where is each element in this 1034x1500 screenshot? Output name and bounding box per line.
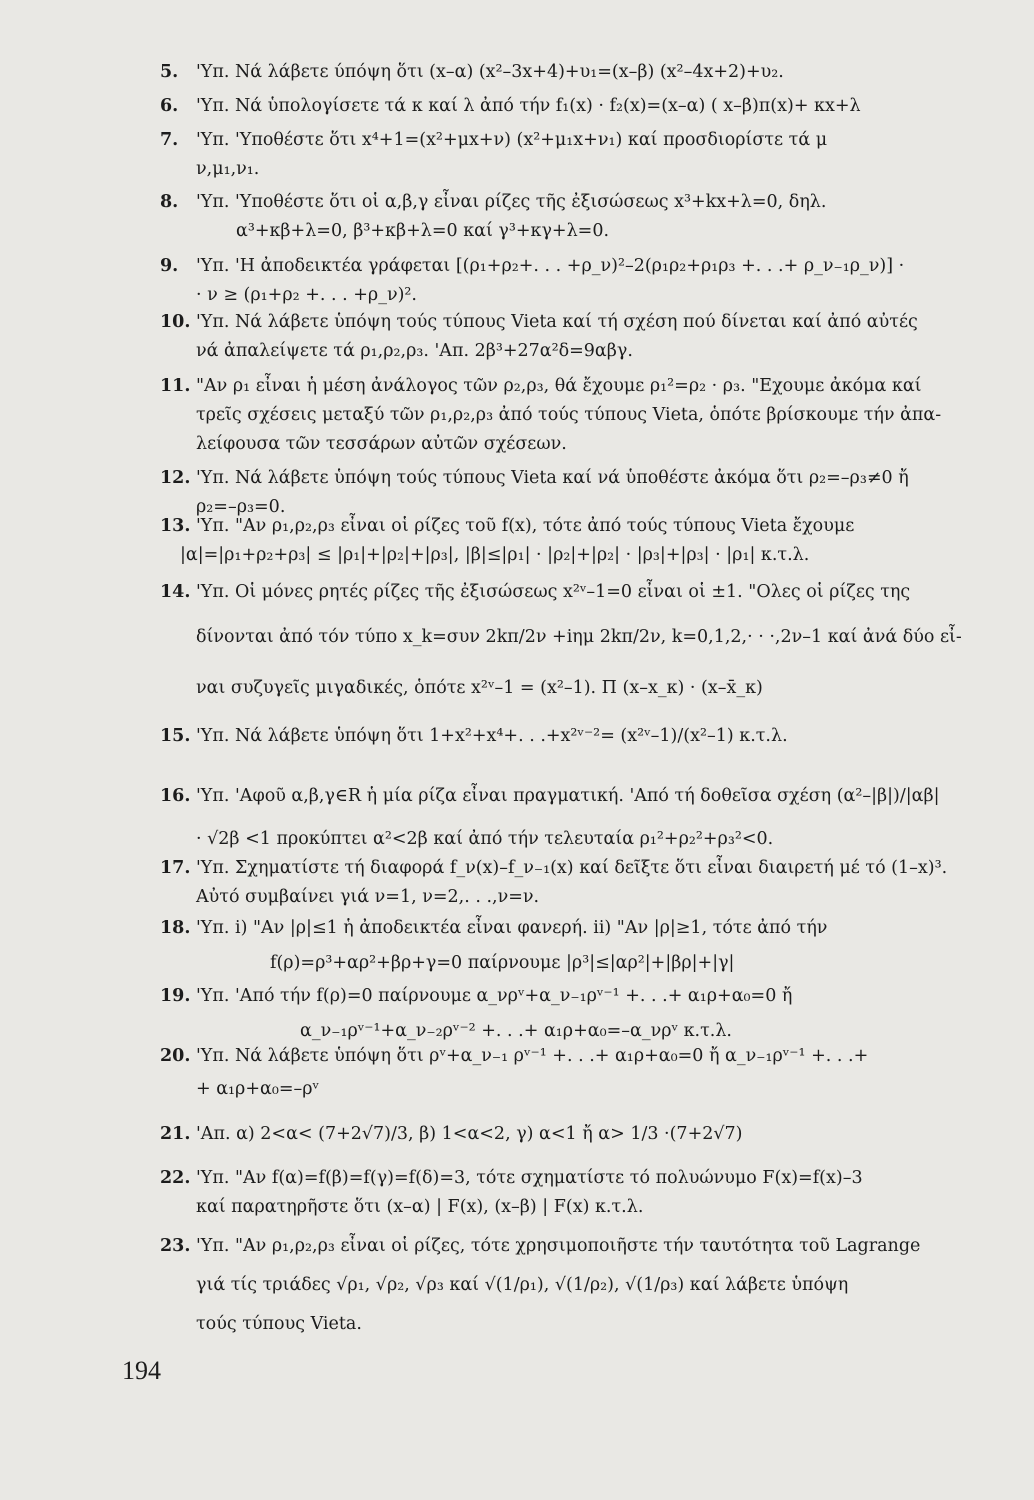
entry-number: 17. [160,858,191,878]
entry-22 [160,1164,960,1222]
entry-number: 23. [160,1236,191,1256]
entry-23 [160,1232,960,1339]
entry-number: 20. [160,1046,191,1066]
entry-14 [160,578,960,703]
entry-line: δίνονται ἀπό τόν τύπο x_k=συν 2kπ/2ν +iημ 2kπ/2ν, k=0,1,2,· · ·,2ν–1 καί ἀνά δύο εἶ- [196,627,962,647]
entry-line: τούς τύπους Vieta. [196,1314,362,1334]
entry-line: ρ₂=–ρ₃=0. [196,497,286,517]
entry-line: "Αν ρ₁ εἶναι ἡ μέση ἀνάλογος τῶν ρ₂,ρ₃, θά ἔχουμε ρ₁²=ρ₂ · ρ₃. "Εχουμε ἀκόμα καί [196,376,922,396]
entry-number: 15. [160,726,191,746]
entry-line: Αὐτό συμβαίνει γιά ν=1, ν=2,. . .,ν=ν. [196,887,540,907]
entry-line: 'Υπ. i) "Αν |ρ|≤1 ἡ ἀποδεικτέα εἶναι φανερή. ii) "Αν |ρ|≥1, τότε ἀπό τήν [196,918,828,938]
entry-number: 7. [160,130,179,150]
entry-line: 'Υπ. 'Από τήν f(ρ)=0 παίρνουμε α_νρᵛ+α_ν₋₁ρᵛ⁻¹ +. . .+ α₁ρ+α₀=0 ἤ [196,986,793,1006]
entry-line: 'Υπ. "Αν ρ₁,ρ₂,ρ₃ εἶναι οἱ ρίζες, τότε χρησιμοποιῆστε τήν ταυτότητα τοῦ Lagrange [196,1236,921,1256]
entry-line: 'Υπ. Νά λάβετε ὑπόψη τούς τύπους Vieta καί νά ὑποθέστε ἀκόμα ὅτι ρ₂=–ρ₃≠0 ἤ [196,468,909,488]
entry-line: 'Υπ. 'Η ἀποδεικτέα γράφεται [(ρ₁+ρ₂+. . . +ρ_ν)²–2(ρ₁ρ₂+ρ₁ρ₃ +. . .+ ρ_ν₋₁ρ_ν)] · [196,256,905,276]
entry-line: 'Υπ. 'Υποθέστε ὅτι οἱ α,β,γ εἶναι ρίζες τῆς ἐξισώσεως x³+kx+λ=0, δηλ. [196,192,827,212]
entry-15 [160,722,960,751]
entry-5 [160,58,960,87]
entry-19 [160,982,960,1046]
entry-18 [160,914,960,978]
entry-line: γιά τίς τριάδες √ρ₁, √ρ₂, √ρ₃ καί √(1/ρ₁), √(1/ρ₂), √(1/ρ₃) καί λάβετε ὑπόψη [196,1275,849,1295]
entry-number: 13. [160,516,191,536]
entry-number: 5. [160,62,179,82]
entry-line: f(ρ)=ρ³+αρ²+βρ+γ=0 παίρνουμε |ρ³|≤|αρ²|+|βρ|+|γ| [270,953,735,973]
entry-number: 10. [160,312,191,332]
entry-line: 'Υπ. Σχηματίστε τή διαφορά f_ν(x)–f_ν₋₁(x) καί δεῖξτε ὅτι εἶναι διαιρετή μέ τό (1–x)³. [196,858,948,878]
entry-line: 'Υπ. 'Υποθέστε ὅτι x⁴+1=(x²+μx+ν) (x²+μ₁x+ν₁) καί προσδιορίστε τά μ [196,130,828,150]
entry-number: 9. [160,256,179,276]
page-number: 194 [122,1356,161,1385]
entry-17 [160,854,960,912]
entry-16 [160,782,960,854]
entry-line: · ν ≥ (ρ₁+ρ₂ +. . . +ρ_ν)². [196,285,417,305]
entry-line: · √2β <1 προκύπτει α²<2β καί ἀπό τήν τελευταία ρ₁²+ρ₂²+ρ₃²<0. [196,829,774,849]
entry-number: 18. [160,918,191,938]
entry-number: 12. [160,468,191,488]
entry-number: 16. [160,786,191,806]
entry-20 [160,1042,960,1104]
entry-line: τρεῖς σχέσεις μεταξύ τῶν ρ₁,ρ₂,ρ₃ ἀπό τούς τύπους Vieta, ὁπότε βρίσκουμε τήν ἀπα- [196,405,942,425]
entry-line: α_ν₋₁ρᵛ⁻¹+α_ν₋₂ρᵛ⁻² +. . .+ α₁ρ+α₀=–α_νρᵛ κ.τ.λ. [300,1021,732,1041]
entry-7 [160,126,960,184]
entry-number: 14. [160,582,191,602]
entry-number: 22. [160,1168,191,1188]
entry-10 [160,308,960,366]
entry-number: 6. [160,96,179,116]
entry-21 [160,1120,960,1149]
entry-line: ναι συζυγεῖς μιγαδικές, ὁπότε x²ᵛ–1 = (x²–1). Π (x–x_κ) · (x–x̄_κ) [196,678,763,698]
entry-8 [160,188,960,246]
entry-line: 'Υπ. Νά λάβετε ὑπόψη ὅτι ρᵛ+α_ν₋₁ ρᵛ⁻¹ +. . .+ α₁ρ+α₀=0 ἤ α_ν₋₁ρᵛ⁻¹ +. . .+ [196,1046,869,1066]
entry-number: 19. [160,986,191,1006]
entry-line: νά ἀπαλείψετε τά ρ₁,ρ₂,ρ₃. 'Απ. 2β³+27α²δ=9αβγ. [196,341,633,361]
entry-13 [160,512,960,570]
entry-line: καί παρατηρῆστε ὅτι (x–α) | F(x), (x–β) | F(x) κ.τ.λ. [196,1197,644,1217]
entry-line: ν,μ₁,ν₁. [196,159,260,179]
entry-number: 8. [160,192,179,212]
entry-6 [160,92,960,121]
entry-line: 'Υπ. Νά λάβετε ὑπόψη ὅτι 1+x²+x⁴+. . .+x²ᵛ⁻²= (x²ᵛ–1)/(x²–1) κ.τ.λ. [196,726,788,746]
entry-line: 'Υπ. "Αν ρ₁,ρ₂,ρ₃ εἶναι οἱ ρίζες τοῦ f(x), τότε ἀπό τούς τύπους Vieta ἔχουμε [196,516,855,536]
entry-line: 'Υπ. "Αν f(α)=f(β)=f(γ)=f(δ)=3, τότε σχηματίστε τό πολυώνυμο F(x)=f(x)–3 [196,1168,863,1188]
entry-line: 'Απ. α) 2<α< (7+2√7)/3, β) 1<α<2, γ) α<1 ἤ α> 1/3 ·(7+2√7) [196,1124,743,1144]
entry-line: 'Υπ. Οἱ μόνες ρητές ρίζες τῆς ἐξισώσεως x²ᵛ–1=0 εἶναι οἱ ±1. "Ολες οἱ ρίζες της [196,582,911,602]
entry-line: 'Υπ. Νά λάβετε ύπόψη ὅτι (x–α) (x²–3x+4)+υ₁=(x–β) (x²–4x+2)+υ₂. [196,62,784,82]
entry-line: 'Υπ. Νά λάβετε ὑπόψη τούς τύπους Vieta καί τή σχέση πού δίνεται καί ἀπό αὐτές [196,312,918,332]
entry-number: 21. [160,1124,191,1144]
entry-line: α³+κβ+λ=0, β³+κβ+λ=0 καί γ³+κγ+λ=0. [236,221,610,241]
entry-line: 'Υπ. 'Αφοῦ α,β,γ∈R ἡ μία ρίζα εἶναι πραγματική. 'Από τή δοθεῖσα σχέση (α²–|β|)/|αβ| [196,786,940,806]
entry-line: λείφουσα τῶν τεσσάρων αὐτῶν σχέσεων. [196,434,567,454]
entry-9 [160,252,960,310]
entry-number: 11. [160,376,191,396]
entry-line: 'Υπ. Νά ὑπολογίσετε τά κ καί λ ἀπό τήν f₁(x) · f₂(x)=(x–α) ( x–β)π(x)+ κx+λ [196,96,861,116]
entry-line: |α|=|ρ₁+ρ₂+ρ₃| ≤ |ρ₁|+|ρ₂|+|ρ₃|, |β|≤|ρ₁| · |ρ₂|+|ρ₂| · |ρ₃|+|ρ₃| · |ρ₁| κ.τ.λ. [180,545,810,565]
entry-line: + α₁ρ+α₀=–ρᵛ [196,1079,320,1099]
entry-11 [160,372,960,459]
